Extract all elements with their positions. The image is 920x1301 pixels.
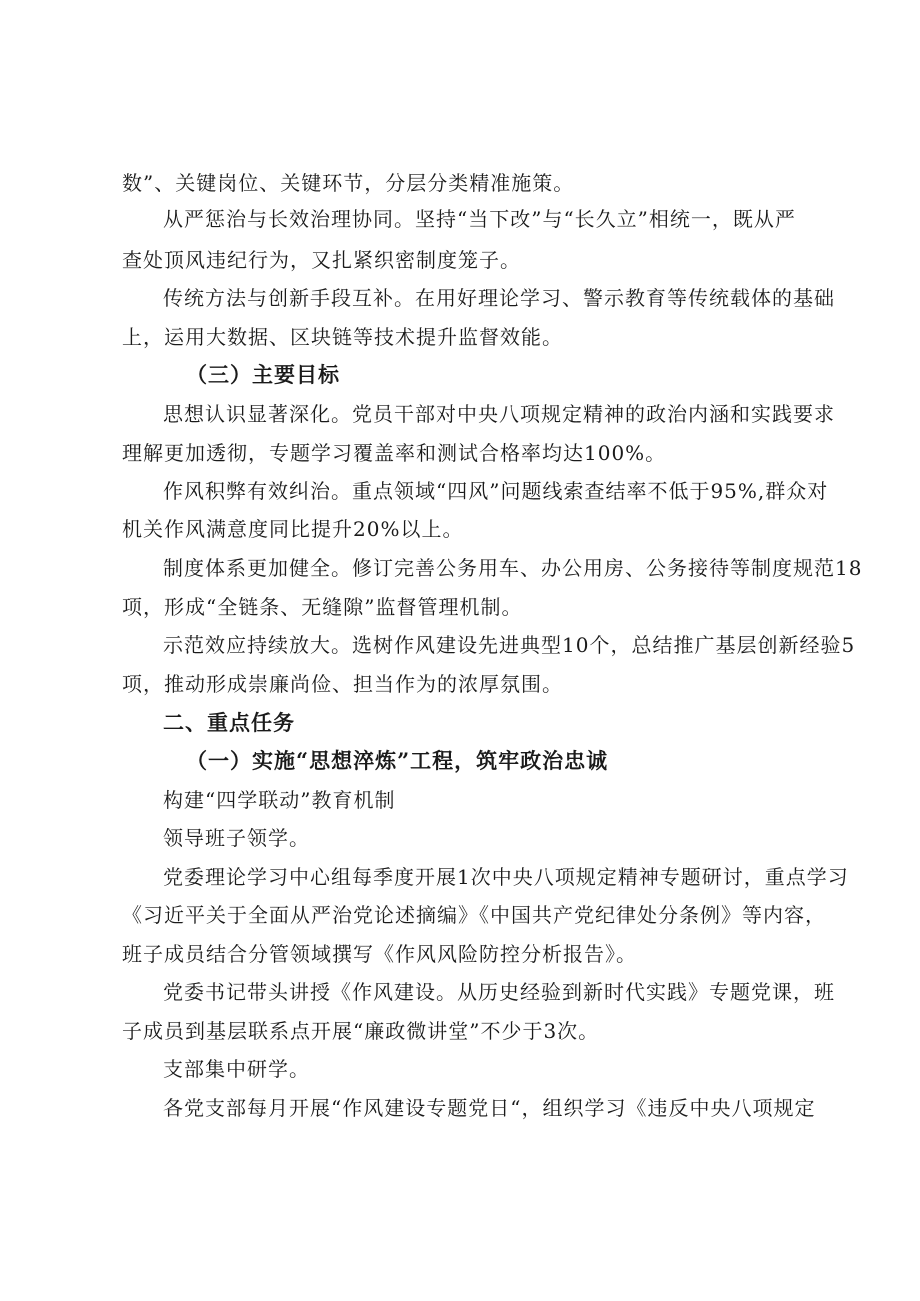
paragraph-line: 示范效应持续放大。选树作风建设先进典型10个，总结推广基层创新经验5: [163, 633, 856, 657]
paragraph-line: 查处顶风违纪行为，又扎紧织密制度笼子。: [122, 248, 521, 272]
paragraph-line: 班子成员结合分管领域撰写《作风风险防控分析报告》。: [122, 942, 637, 966]
paragraph-line: 项，形成“全链条、无缝隙”监督管理机制。: [122, 595, 523, 619]
paragraph-line: 党委理论学习中心组每季度开展1次中央八项规定精神专题研讨，重点学习: [163, 865, 849, 889]
paragraph-line: 理解更加透彻，专题学习覆盖率和测试合格率均达100%。: [122, 441, 667, 465]
paragraph-line: 构建“四学联动”教育机制: [163, 788, 396, 812]
paragraph-line: 《习近平关于全面从严治党论述摘编》《中国共产党纪律处分条例》等内容，: [122, 903, 826, 927]
paragraph-line: 机关作风满意度同比提升20%以上。: [122, 517, 464, 541]
paragraph-line: 领导班子领学。: [163, 826, 310, 850]
paragraph-line: 党委书记带头讲授《作风建设。从历史经验到新时代实践》专题党课，班: [163, 980, 835, 1004]
paragraph-line: 作风积弊有效纠治。重点领域“四风”问题线索查结率不低于95%,群众对: [163, 479, 829, 503]
section-heading: （一）实施“思想淬炼”工程，筑牢政治忠诚: [186, 748, 609, 773]
paragraph-line: 数”、关键岗位、关键环节，分层分类精准施策。: [122, 171, 575, 195]
paragraph-line: 子成员到基层联系点开展“廉政微讲堂”不少于3次。: [122, 1019, 600, 1043]
paragraph-line: 思想认识显著深化。党员干部对中央八项规定精神的政治内涵和实践要求: [163, 402, 835, 426]
paragraph-line: 上，运用大数据、区块链等技术提升监督效能。: [122, 325, 563, 349]
paragraph-line: 从严惩治与长效治理协同。坚持“当下改”与“长久立”相统一，既从严: [163, 207, 796, 231]
paragraph-line: 项，推动形成崇廉尚俭、担当作为的浓厚氛围。: [122, 672, 563, 696]
paragraph-line: 各党支部每月开展“作风建设专题党日“，组织学习《违反中央八项规定: [163, 1096, 816, 1120]
paragraph-line: 传统方法与创新手段互补。在用好理论学习、警示教育等传统载体的基础: [163, 286, 835, 310]
chapter-heading: 二、重点任务: [163, 711, 295, 735]
paragraph-line: 支部集中研学。: [163, 1057, 310, 1081]
paragraph-line: 制度体系更加健全。修订完善公务用车、办公用房、公务接待等制度规范18: [163, 556, 863, 580]
section-heading: （三）主要目标: [186, 362, 340, 387]
